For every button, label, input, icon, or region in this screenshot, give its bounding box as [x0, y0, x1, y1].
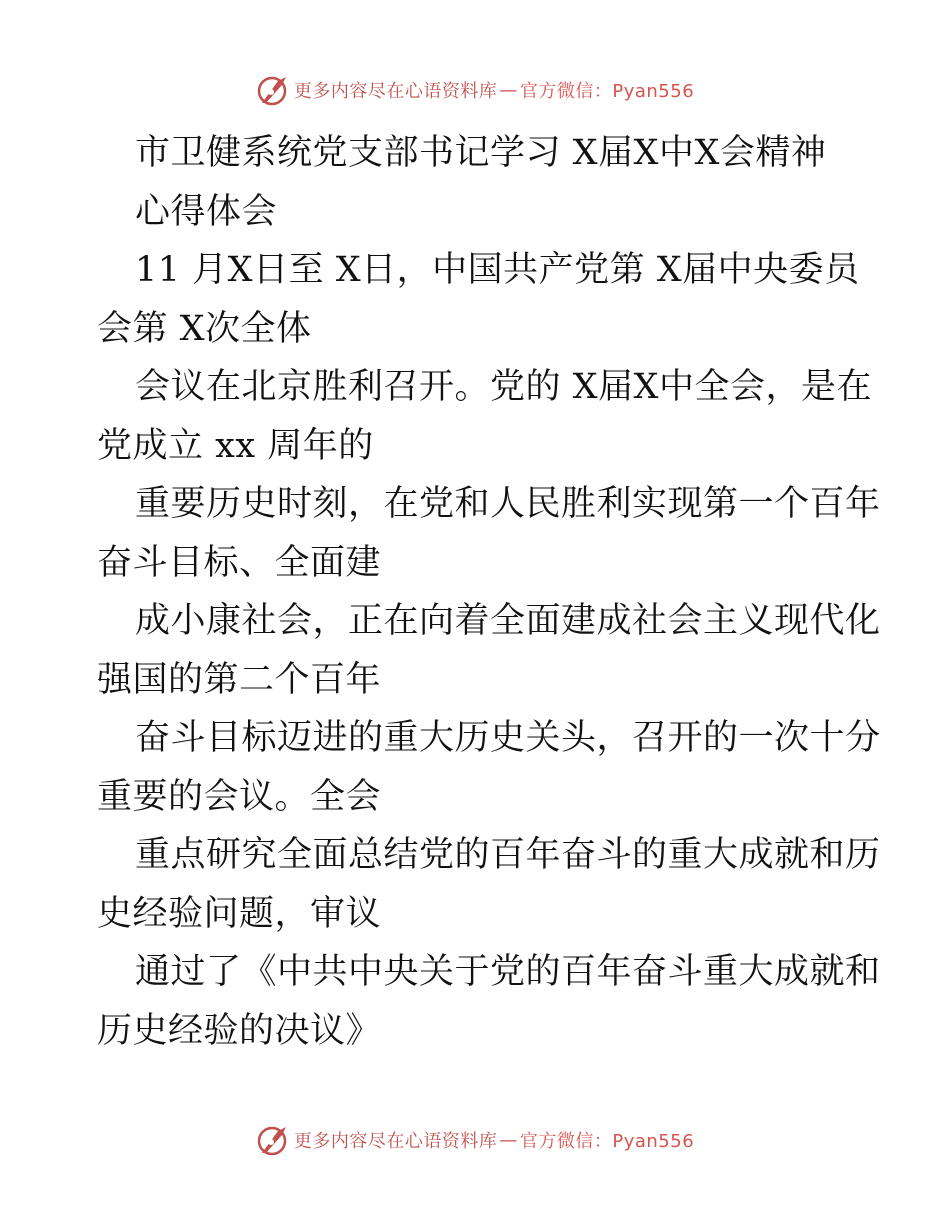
footer-watermark	[0, 1120, 950, 1160]
document-line: 重点研究全面总结党的百年奋斗的重大成就和历	[135, 835, 881, 875]
quill-pen-logo-icon	[256, 73, 290, 107]
document-line: 通过了《中共中央关于党的百年奋斗重大成就和	[135, 952, 881, 992]
document-line: 成小康社会，正在向着全面建成社会主义现代化	[135, 601, 881, 641]
document-line: 强国的第二个百年	[97, 659, 382, 700]
document-line: 心得体会	[135, 191, 278, 232]
document-line: 会第 X次全体	[97, 308, 312, 349]
document-body	[97, 124, 881, 1060]
document-line: 11 月X日至 X日，中国共产党第 X届中央委员	[135, 250, 860, 290]
document-line: 奋斗目标、全面建	[97, 542, 382, 583]
document-line: 史经验问题，审议	[97, 893, 382, 934]
watermark-site-text: 更多内容尽在心语资料库	[293, 1131, 498, 1152]
watermark-wechat-text: 官方微信：Pyan556	[519, 81, 695, 102]
document-line: 会议在北京胜利召开。党的 X届X中全会，是在	[135, 367, 872, 407]
document-line: 历史经验的决议》	[97, 1010, 382, 1051]
watermark-site-text: 更多内容尽在心语资料库	[293, 81, 498, 102]
document-line: 党成立 xx 周年的	[97, 425, 374, 466]
document-line: 奋斗目标迈进的重大历史关头，召开的一次十分	[135, 718, 881, 758]
quill-pen-logo-icon	[256, 1123, 290, 1157]
watermark-dash: —	[499, 1129, 518, 1151]
header-watermark	[0, 70, 950, 110]
document-line: 重要的会议。全会	[97, 776, 382, 817]
watermark-wechat-text: 官方微信：Pyan556	[519, 1131, 695, 1152]
document-line: 市卫健系统党支部书记学习 X届X中X会精神	[135, 133, 827, 173]
document-line: 重要历史时刻，在党和人民胜利实现第一个百年	[135, 484, 881, 524]
watermark-dash: —	[499, 79, 518, 101]
